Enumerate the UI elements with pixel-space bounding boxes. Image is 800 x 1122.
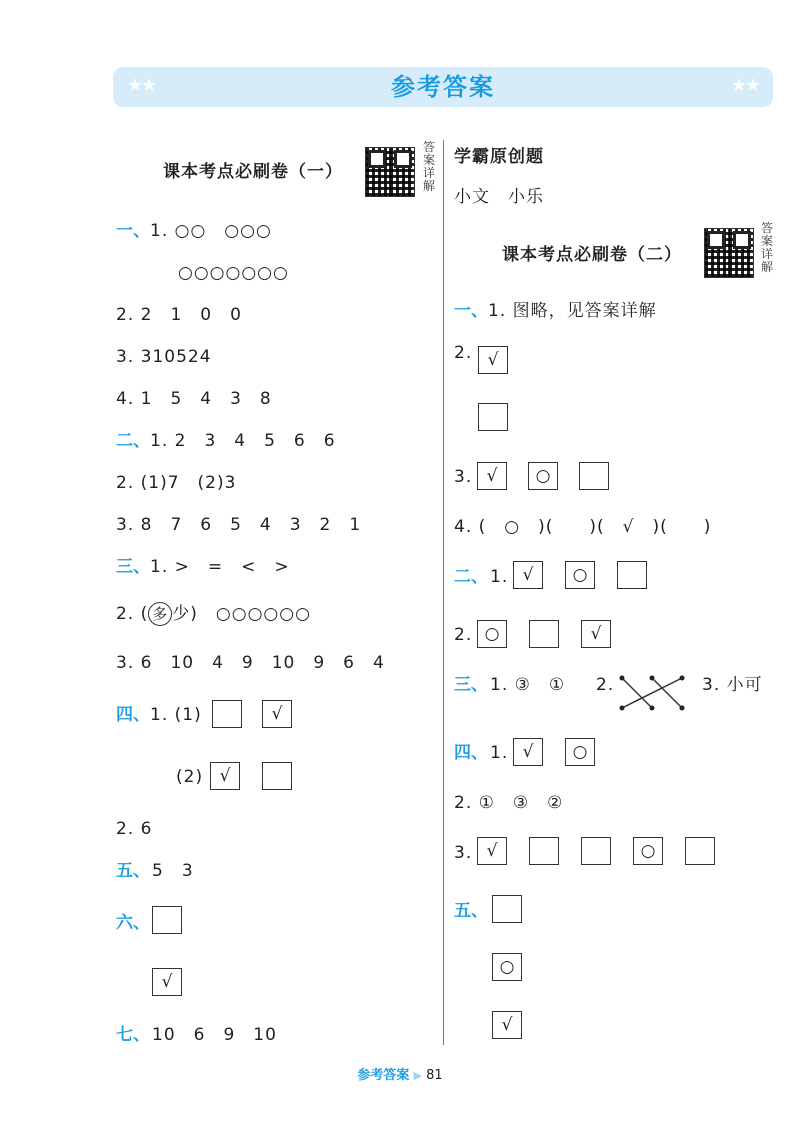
answer-box-empty (581, 837, 611, 865)
answer-line: 3. (454, 843, 473, 863)
qr-code-icon[interactable] (704, 228, 754, 278)
answer-box-check: √ (262, 700, 292, 728)
section-head: 五、 (116, 861, 150, 881)
answer-line: 10 6 9 10 (152, 1025, 277, 1045)
answer-text: 2. ( (116, 604, 149, 624)
answer-line: 4. 1 5 4 3 8 (116, 389, 272, 409)
section-title-1: 课本考点必刷卷（一） (163, 162, 343, 182)
page-footer (0, 1064, 800, 1083)
answer-line: 1. 2 3 4 5 6 6 (150, 431, 336, 451)
answer-line: 2. (1)7 (2)3 (116, 473, 237, 493)
answer-text: 少) ○○○○○○ (172, 604, 311, 624)
answer-line: 小文 小乐 (454, 187, 544, 207)
circled-answer: 多 (148, 602, 172, 626)
answer-box-circle: ○ (492, 953, 522, 981)
answer-box-empty (617, 561, 647, 589)
section-head: 一、 (454, 301, 488, 321)
section-head: 三、 (116, 557, 150, 577)
header-banner (113, 67, 773, 107)
page-number: 81 (426, 1068, 443, 1083)
answer-box-check: √ (513, 561, 543, 589)
star-icon: ★★ (730, 75, 759, 96)
answer-box-check: √ (152, 968, 182, 996)
footer-label: 参考答案 (357, 1068, 410, 1083)
answer-line: 2. 2 1 0 0 (116, 305, 242, 325)
section-head: 六、 (116, 913, 150, 933)
answer-box-empty (262, 762, 292, 790)
answer-box-check: √ (478, 346, 508, 374)
answer-line: 4. ( ○ )( )( √ )( ) (454, 517, 712, 537)
answer-line: 3. 小可 (702, 675, 763, 695)
answer-line: 3. (454, 467, 473, 487)
original-title: 学霸原创题 (454, 147, 544, 167)
answer-line: ○○○○○○○ (178, 263, 289, 283)
answer-line: 5 3 (152, 861, 194, 881)
answer-line: 3. 6 10 4 9 10 9 6 4 (116, 653, 385, 673)
answer-box-empty (579, 462, 609, 490)
answer-box-check: √ (210, 762, 240, 790)
answer-line: 2. (454, 343, 473, 363)
qr-label: 答 案 详 解 (422, 140, 435, 193)
answer-box-circle: ○ (633, 837, 663, 865)
section-head: 三、 (454, 675, 488, 695)
answer-line: 1. 图略，见答案详解 (488, 301, 657, 321)
answer-box-empty (152, 906, 182, 934)
section-head: 五、 (454, 901, 488, 921)
answer-line: 1. > = < > (150, 557, 290, 577)
answer-box-empty (529, 620, 559, 648)
answer-line: 2. (596, 675, 615, 695)
answer-line: 3. 8 7 6 5 4 3 2 1 (116, 515, 362, 535)
answer-line: 1. (490, 743, 509, 763)
answer-box-circle: ○ (565, 738, 595, 766)
answer-line: (2) (176, 767, 204, 787)
answer-line: 2. ① ③ ② (454, 793, 564, 813)
answer-box-empty (529, 837, 559, 865)
answer-box-empty (492, 895, 522, 923)
answer-box-check: √ (477, 462, 507, 490)
qr-code-icon[interactable] (365, 147, 415, 197)
answer-box-check: √ (492, 1011, 522, 1039)
page-title: 参考答案 (391, 73, 495, 101)
answer-line: 2. 6 (116, 819, 153, 839)
section-head: 四、 (116, 705, 150, 725)
answer-box-circle: ○ (477, 620, 507, 648)
answer-line (116, 602, 311, 626)
answer-line: 2. (454, 625, 473, 645)
answer-box-check: √ (581, 620, 611, 648)
answer-box-empty (478, 403, 508, 431)
answer-box-empty (212, 700, 242, 728)
section-head: 四、 (454, 743, 488, 763)
answer-box-check: √ (477, 837, 507, 865)
section-head: 七、 (116, 1025, 150, 1045)
section-head: 二、 (116, 431, 150, 451)
qr-label: 答 案 详 解 (760, 221, 773, 274)
section-title-2: 课本考点必刷卷（二） (502, 245, 682, 265)
triangle-right-icon: ▶ (413, 1069, 422, 1082)
section-head: 二、 (454, 567, 488, 587)
column-divider (443, 140, 444, 1045)
answer-line: 1. ○○ ○○○ (150, 221, 272, 241)
section-head: 一、 (116, 221, 150, 241)
answer-box-circle: ○ (565, 561, 595, 589)
matching-lines-diagram (618, 674, 686, 714)
answer-line: 1. (490, 567, 509, 587)
answer-line: 3. 310524 (116, 347, 212, 367)
answer-box-circle: ○ (528, 462, 558, 490)
answer-line: 1. ③ ① (490, 675, 566, 695)
answer-box-check: √ (513, 738, 543, 766)
star-icon: ★★ (127, 75, 156, 96)
answer-line: 1. (1) (150, 705, 202, 725)
answer-box-empty (685, 837, 715, 865)
